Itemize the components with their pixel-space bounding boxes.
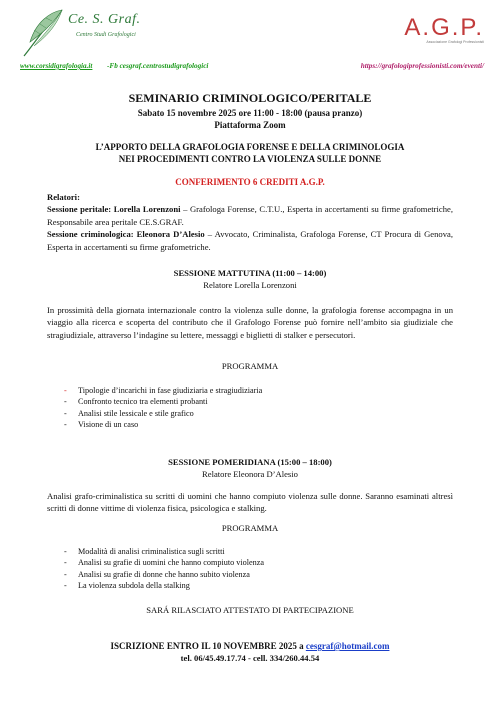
credits-line: CONFERIMENTO 6 CREDITI A.G.P.	[175, 177, 325, 187]
speaker-crim-label: Sessione criminologica: Eleonora D’Alesio	[47, 229, 205, 240]
date-line: Sabato 15 novembre 2025 ore 11:00 - 18:00 (pausa pranzo)	[137, 108, 363, 118]
agp-logo-subtitle: Associazione Grafologi Professionisti	[426, 40, 484, 44]
speaker-crim-text: – Avvocato, Criminalista, Grafologa Forense, CT Procura di Genova, Esperta in accertamenti su firme grafometriche.	[47, 229, 453, 252]
morning-program-list	[64, 385, 444, 430]
registration-line	[0, 641, 500, 651]
afternoon-session-speaker: Relatore Eleonora D’Alesio	[202, 469, 298, 479]
list-item: - Analisi stile lessicale e stile grafico	[64, 408, 194, 418]
list-item: - Visione di un caso	[64, 419, 139, 429]
list-item: - Tipologie d’incarichi in fase giudiziaria e stragiudiziaria	[64, 386, 263, 395]
morning-session-heading: SESSIONE MATTUTINA (11:00 – 14:00)	[173, 268, 327, 278]
seminar-subtitle	[0, 141, 500, 165]
speaker-peritale-text: – Grafologa Forense, C.T.U., Esperta in accertamenti su firme grafometriche, Responsabile area peritale CE.S.GRAF.	[47, 204, 453, 227]
header-links	[20, 62, 484, 72]
afternoon-program-list	[64, 546, 444, 591]
list-item: - Modalità di analisi criminalistica sugli scritti	[64, 547, 225, 556]
quill-feather-icon	[20, 6, 66, 58]
platform-line: Piattaforma Zoom	[214, 120, 286, 130]
facebook-link[interactable]: -Fb cesgraf.centrostudigrafologici	[107, 62, 209, 70]
list-item: - Confronto tecnico tra elementi probanti	[64, 397, 208, 407]
speaker-peritale-label: Sessione peritale: Lorella Lorenzoni	[47, 204, 181, 215]
list-item: - Analisi su grafie di donne che hanno subito violenza	[64, 569, 250, 579]
afternoon-session-heading: SESSIONE POMERIDIANA (15:00 – 18:00)	[168, 457, 332, 467]
cesgraf-logo	[20, 6, 170, 58]
list-item: - Analisi su grafie di uomini che hanno compiuto violenza	[64, 558, 264, 568]
agp-events-link[interactable]: https://grafologiprofessionisti.com/eventi/	[360, 62, 484, 70]
afternoon-program-heading: PROGRAMMA	[221, 523, 279, 533]
subtitle-line-1: L’APPORTO DELLA GRAFOLOGIA FORENSE E DELLA CRIMINOLOGIA	[95, 142, 405, 152]
speakers-section	[47, 191, 453, 253]
speaker-peritale	[47, 203, 453, 228]
morning-session-text: In prossimità della giornata internazionale contro la violenza sulle donne, la grafologia forense accompagna in un viaggio alla ricerca e scoperta del contributo che il Grafologo Forense può fornire nell’ambito sia giudiziale che stragiudiziale, attraverso l’indagine su lettere, messaggi e biglietti di stalker e persecutori.	[47, 305, 453, 340]
email-link[interactable]: cesgraf@hotmail.com	[305, 641, 390, 651]
cesgraf-logo-name: Ce. S. Graf.	[68, 12, 141, 27]
agp-logo-name: A.G.P.	[404, 14, 484, 41]
speakers-heading: Relatori:	[47, 192, 80, 202]
registration-text: ISCRIZIONE ENTRO IL 10 NOVEMBRE 2025 a	[110, 641, 306, 651]
morning-program-heading: PROGRAMMA	[221, 361, 279, 371]
site-link[interactable]: www.corsidigrafologia.it	[20, 62, 93, 70]
speaker-criminologica	[47, 228, 453, 253]
afternoon-session-text: Analisi grafo-criminalistica su scritti di uomini che hanno compiuto violenza sulle donne. Saranno esaminati altresì scritti di donne vittime di violenza fisica, psicologica e stalking.	[47, 491, 453, 514]
subtitle-line-2: NEI PROCEDIMENTI CONTRO LA VIOLENZA SULLE DONNE	[118, 154, 382, 164]
morning-session-speaker: Relatore Lorella Lorenzoni	[203, 280, 297, 290]
agp-logo	[404, 16, 484, 45]
cesgraf-logo-subtitle: Centro Studi Grafologici	[76, 32, 136, 38]
page-title: SEMINARIO CRIMINOLOGICO/PERITALE	[128, 91, 372, 105]
phone-line: tel. 06/45.49.17.74 - cell. 334/260.44.54	[180, 653, 320, 663]
certificate-notice: SARÁ RILASCIATO ATTESTATO DI PARTECIPAZIONE	[146, 605, 354, 615]
list-item: - La violenza subdola della stalking	[64, 580, 190, 590]
